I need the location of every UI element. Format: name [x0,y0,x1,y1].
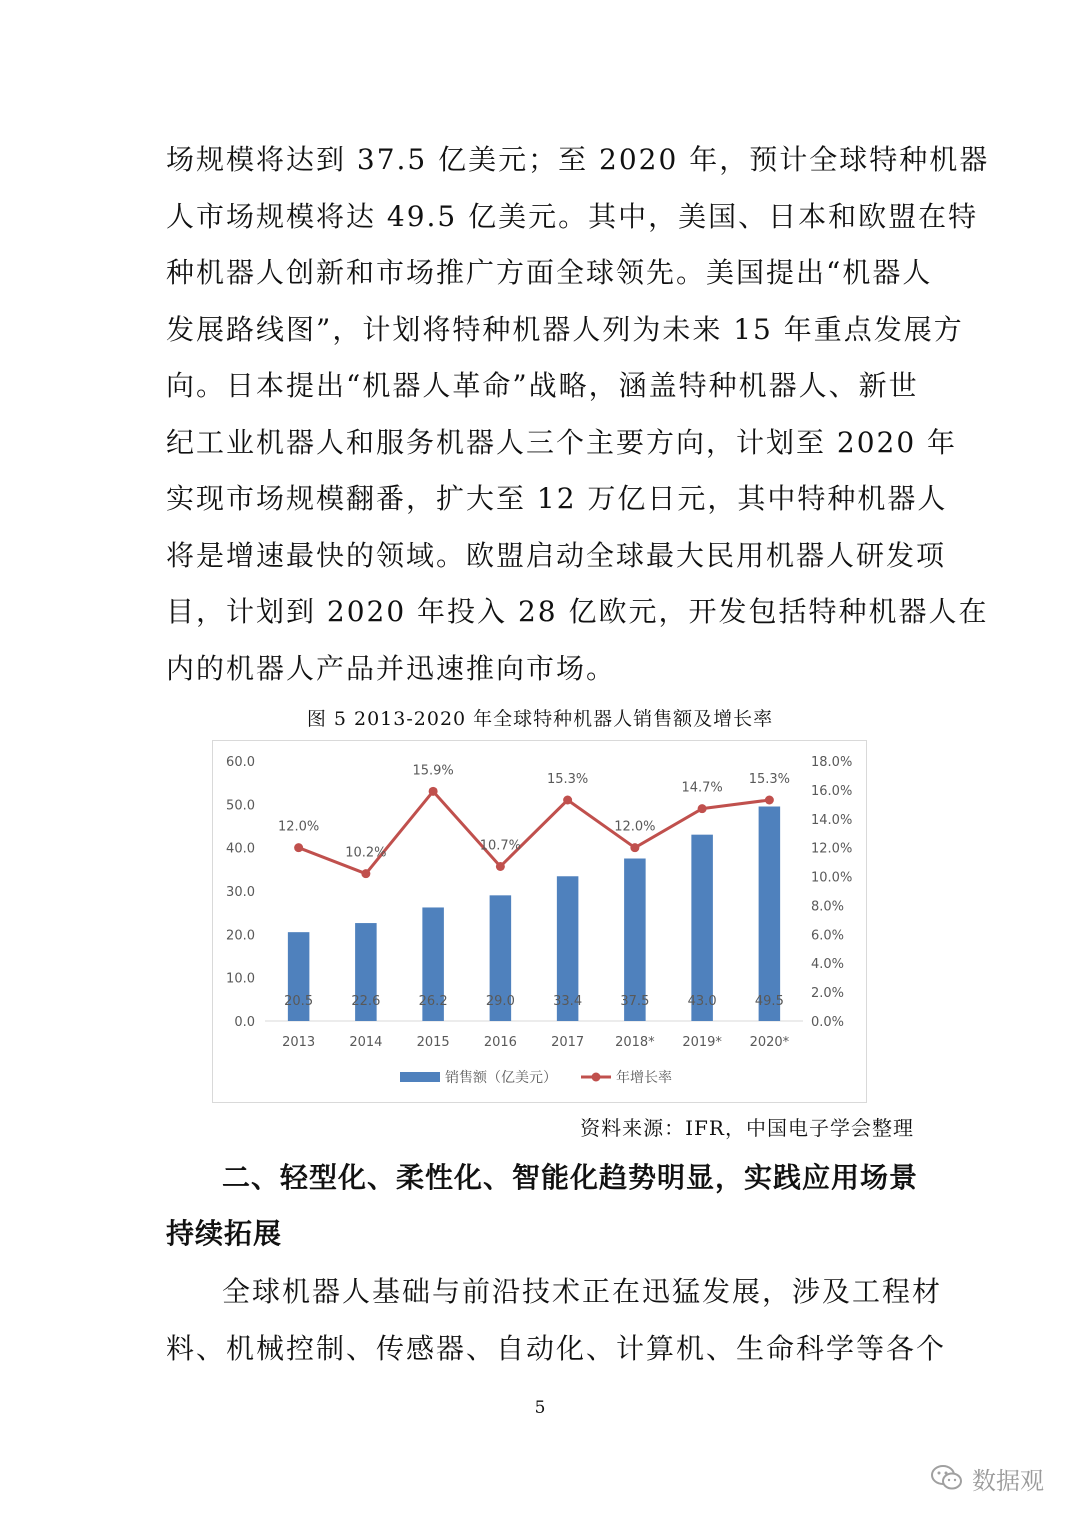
paragraph-line: 场规模将达到 37.5 亿美元；至 2020 年，预计全球特种机器 [166,143,990,176]
x-axis-category-label: 2013 [282,1035,316,1050]
growth-rate-label: 14.7% [681,780,723,796]
growth-rate-point [496,862,505,871]
growth-rate-label: 15.9% [412,763,454,779]
sales-bar-value-label: 33.4 [553,994,583,1009]
paragraph-line: 人市场规模将达 49.5 亿美元。其中，美国、日本和欧盟在特 [166,199,979,233]
left-axis-tick-label: 60.0 [226,755,255,770]
right-axis-tick-label: 16.0% [811,783,853,799]
right-axis-tick-label: 6.0% [811,928,845,944]
paragraph-line: 目，计划到 2020 年投入 28 亿欧元，开发包括特种机器人在 [166,595,989,628]
paragraph-2 [166,1264,947,1377]
paragraph-line: 发展路线图”，计划将特种机器人列为未来 15 年重点发展方 [166,312,964,346]
legend-growth-marker [592,1073,601,1082]
growth-rate-label: 15.3% [748,772,791,787]
paragraph-line: 种机器人创新和市场推广方面全球领先。美国提出“机器人 [166,256,933,289]
figure-caption: 图 5 2013-2020 年全球特种机器人销售额及增长率 [306,708,774,730]
x-axis-category-label: 2016 [483,1035,517,1050]
figure-source: 资料来源：IFR，中国电子学会整理 [580,1116,914,1140]
right-axis-tick-label: 10.0% [811,870,853,886]
chart-frame [212,740,867,1103]
sales-bar-value-label: 26.2 [418,994,448,1009]
paragraph-line: 全球机器人基础与前沿技术正在迅猛发展，涉及工程材 [222,1275,943,1308]
growth-rate-point [765,796,774,805]
paragraph-1 [166,132,990,697]
growth-rate-label: 10.7% [479,838,522,854]
growth-rate-label: 12.0% [277,819,320,835]
right-axis-tick-label: 4.0% [811,957,845,973]
right-axis-tick-label: 8.0% [811,899,845,915]
sales-bar-value-label: 20.5 [284,994,314,1009]
sales-bar-value-label: 29.0 [485,994,515,1009]
sales-bar-value-label: 49.5 [754,994,784,1009]
watermark-text: 数据观 [972,1466,1044,1495]
growth-rate-point [563,796,572,805]
right-axis-tick-label: 18.0% [811,755,853,770]
growth-rate-point [361,869,370,878]
paragraph-line: 将是增速最快的领域。欧盟启动全球最大民用机器人研发项 [166,538,947,572]
heading-line: 持续拓展 [166,1217,283,1250]
growth-rate-label: 10.2% [345,845,387,861]
left-axis-tick-label: 20.0 [226,928,255,944]
left-axis-tick-label: 10.0 [226,971,255,987]
growth-rate-label: 12.0% [614,819,656,835]
wechat-watermark [930,1458,1044,1498]
right-axis-tick-label: 12.0% [811,841,853,857]
x-axis-category-label: 2015 [416,1035,450,1050]
growth-rate-point [429,787,438,796]
x-axis-category-label: 2017 [551,1035,585,1050]
right-axis-tick-label: 14.0% [811,812,853,828]
heading-line: 二、轻型化、柔性化、智能化趋势明显，实践应用场景 [222,1161,919,1194]
paragraph-line: 实现市场规模翻番，扩大至 12 万亿日元，其中特种机器人 [166,482,948,515]
x-axis-category-label: 2019* [682,1035,722,1050]
legend-growth-label: 年增长率 [616,1070,672,1086]
legend-sales-swatch [400,1072,440,1082]
growth-rate-point [630,843,639,852]
right-axis-tick-label: 0.0% [811,1015,845,1030]
growth-rate-point [294,843,303,852]
sales-growth-chart [213,741,868,1104]
x-axis-category-label: 2018* [615,1035,655,1050]
right-axis-tick-label: 2.0% [811,986,845,1002]
paragraph-line: 内的机器人产品并迅速推向市场。 [166,651,617,685]
left-axis-tick-label: 40.0 [226,841,255,857]
left-axis-tick-label: 0.0 [234,1015,255,1030]
left-axis-tick-label: 30.0 [226,885,255,900]
x-axis-category-label: 2020* [749,1035,790,1050]
paragraph-line: 向。日本提出“机器人革命”战略，涵盖特种机器人、新世 [166,369,919,402]
growth-rate-point [698,804,707,813]
paragraph-line: 料、机械控制、传感器、自动化、计算机、生命科学等各个 [166,1331,947,1365]
page-number: 5 [534,1398,546,1418]
wechat-icon [930,1463,964,1493]
sales-bar-value-label: 37.5 [620,994,650,1009]
sales-bar [759,807,781,1022]
sales-bar-value-label: 43.0 [687,994,717,1009]
sales-bar-value-label: 22.6 [351,994,381,1009]
left-axis-tick-label: 50.0 [226,798,255,814]
x-axis-category-label: 2014 [349,1035,383,1050]
growth-rate-label: 15.3% [546,772,589,787]
section-heading [166,1150,919,1262]
legend-sales-label: 销售额（亿美元） [445,1070,557,1086]
paragraph-line: 纪工业机器人和服务机器人三个主要方向，计划至 2020 年 [166,425,958,459]
